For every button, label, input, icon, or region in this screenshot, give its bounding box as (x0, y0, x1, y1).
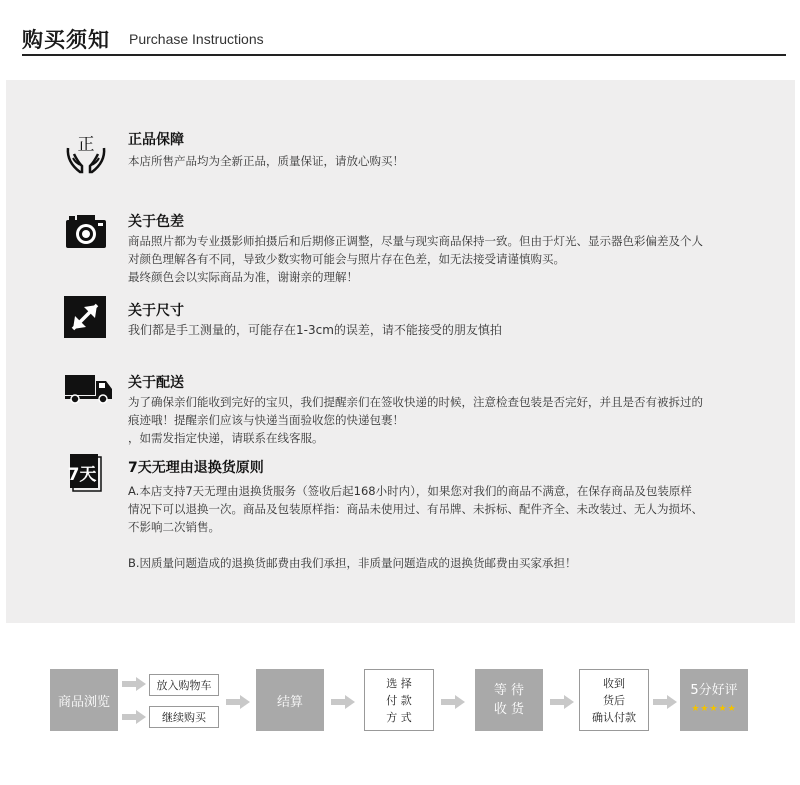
item-title: 关于配送 (128, 375, 184, 391)
item-line: 我们都是手工测量的，可能存在1-3cm的误差，请不能接受的朋友慎拍 (128, 323, 502, 337)
arrow-right-icon (331, 695, 355, 709)
page-header (22, 22, 786, 56)
item-title: 关于尺寸 (128, 303, 184, 319)
resize-arrow-icon (64, 296, 108, 340)
flow-step-add-cart: 放入购物车 (149, 674, 219, 696)
flow-text: 选 择 (386, 676, 412, 690)
purchase-flow (0, 660, 800, 750)
item-line: 情况下可以退换一次。商品及包装原样指：商品未使用过、有吊牌、未拆标、配件齐全、未改装过、无人为损坏、 (128, 502, 703, 516)
flow-text: 收 货 (493, 702, 525, 717)
calendar-7-text: 7天 (68, 465, 97, 485)
item-line: A.本店支持7天无理由退换货服务（签收后起168小时内），如果您对我们的商品不满意，在保存商品及包装原样 (128, 484, 692, 498)
flow-text: 确认付款 (592, 710, 636, 724)
flow-step-continue-buy: 继续购买 (149, 706, 219, 728)
item-line: ，如需发指定快递，请联系在线客服。 (128, 431, 324, 445)
flow-text: 付 款 (386, 693, 412, 707)
instructions-panel (6, 80, 795, 623)
flow-text: 收到 (603, 676, 625, 690)
item-line: 最终颜色会以实际商品为准，谢谢亲的理解！ (128, 270, 358, 284)
page-title: 购买须知 (22, 28, 110, 52)
item-line: 不影响二次销售。 (128, 520, 220, 534)
page-subtitle: Purchase Instructions (129, 31, 264, 47)
arrow-right-icon (653, 695, 677, 709)
arrow-right-icon (122, 677, 146, 691)
item-body (128, 232, 753, 286)
flow-text: 5分好评 (690, 683, 738, 698)
item-line: 为了确保亲们能收到完好的宝贝，我们提醒亲们在签收快递的时候，注意检查包装是否完好，并且是否有被拆过的 (128, 395, 703, 409)
item-body (128, 152, 753, 170)
svg-text:正: 正 (77, 135, 95, 155)
item-body (128, 393, 753, 447)
item-line: 本店所售产品均为全新正品，质量保证，请放心购买！ (128, 154, 404, 168)
item-title: 正品保障 (128, 132, 184, 148)
flow-step-pay-method (364, 669, 434, 731)
camera-icon (64, 212, 108, 256)
flow-step-receive-pay (579, 669, 649, 731)
item-body (128, 321, 753, 339)
item-line (128, 536, 753, 554)
flow-text: 货后 (603, 693, 625, 707)
star-rating-icon: ★★★★★ (691, 704, 737, 714)
flow-step-review (680, 669, 748, 731)
arrow-right-icon (226, 695, 250, 709)
item-title: 关于色差 (128, 214, 184, 230)
hands-genuine-icon (64, 128, 108, 172)
flow-text: 等 待 (493, 683, 525, 698)
item-line: 痕迹哦！提醒亲们应该与快递当面验收您的快递包裹！ (128, 413, 404, 427)
item-line: 对颜色理解各有不同，导致少数实物可能会与照片存在色差，如无法接受请谨慎购买。 (128, 252, 565, 266)
item-line: 商品照片都为专业摄影师拍摄后和后期修正调整，尽量与现实商品保持一致。但由于灯光、显示器色彩偏差及个人 (128, 234, 703, 248)
item-title: 7天无理由退换货原则 (128, 460, 264, 476)
arrow-right-icon (550, 695, 574, 709)
item-body (128, 482, 753, 572)
flow-step-checkout: 结算 (256, 669, 324, 731)
flow-text: 方 式 (386, 710, 412, 724)
arrow-right-icon (441, 695, 465, 709)
arrow-right-icon (122, 710, 146, 724)
calendar-7-icon (68, 452, 102, 492)
item-line: B.因质量问题造成的退换货邮费由我们承担，非质量问题造成的退换货邮费由买家承担！ (128, 556, 577, 570)
truck-icon (64, 372, 114, 416)
flow-step-browse: 商品浏览 (50, 669, 118, 731)
flow-step-wait-ship (475, 669, 543, 731)
